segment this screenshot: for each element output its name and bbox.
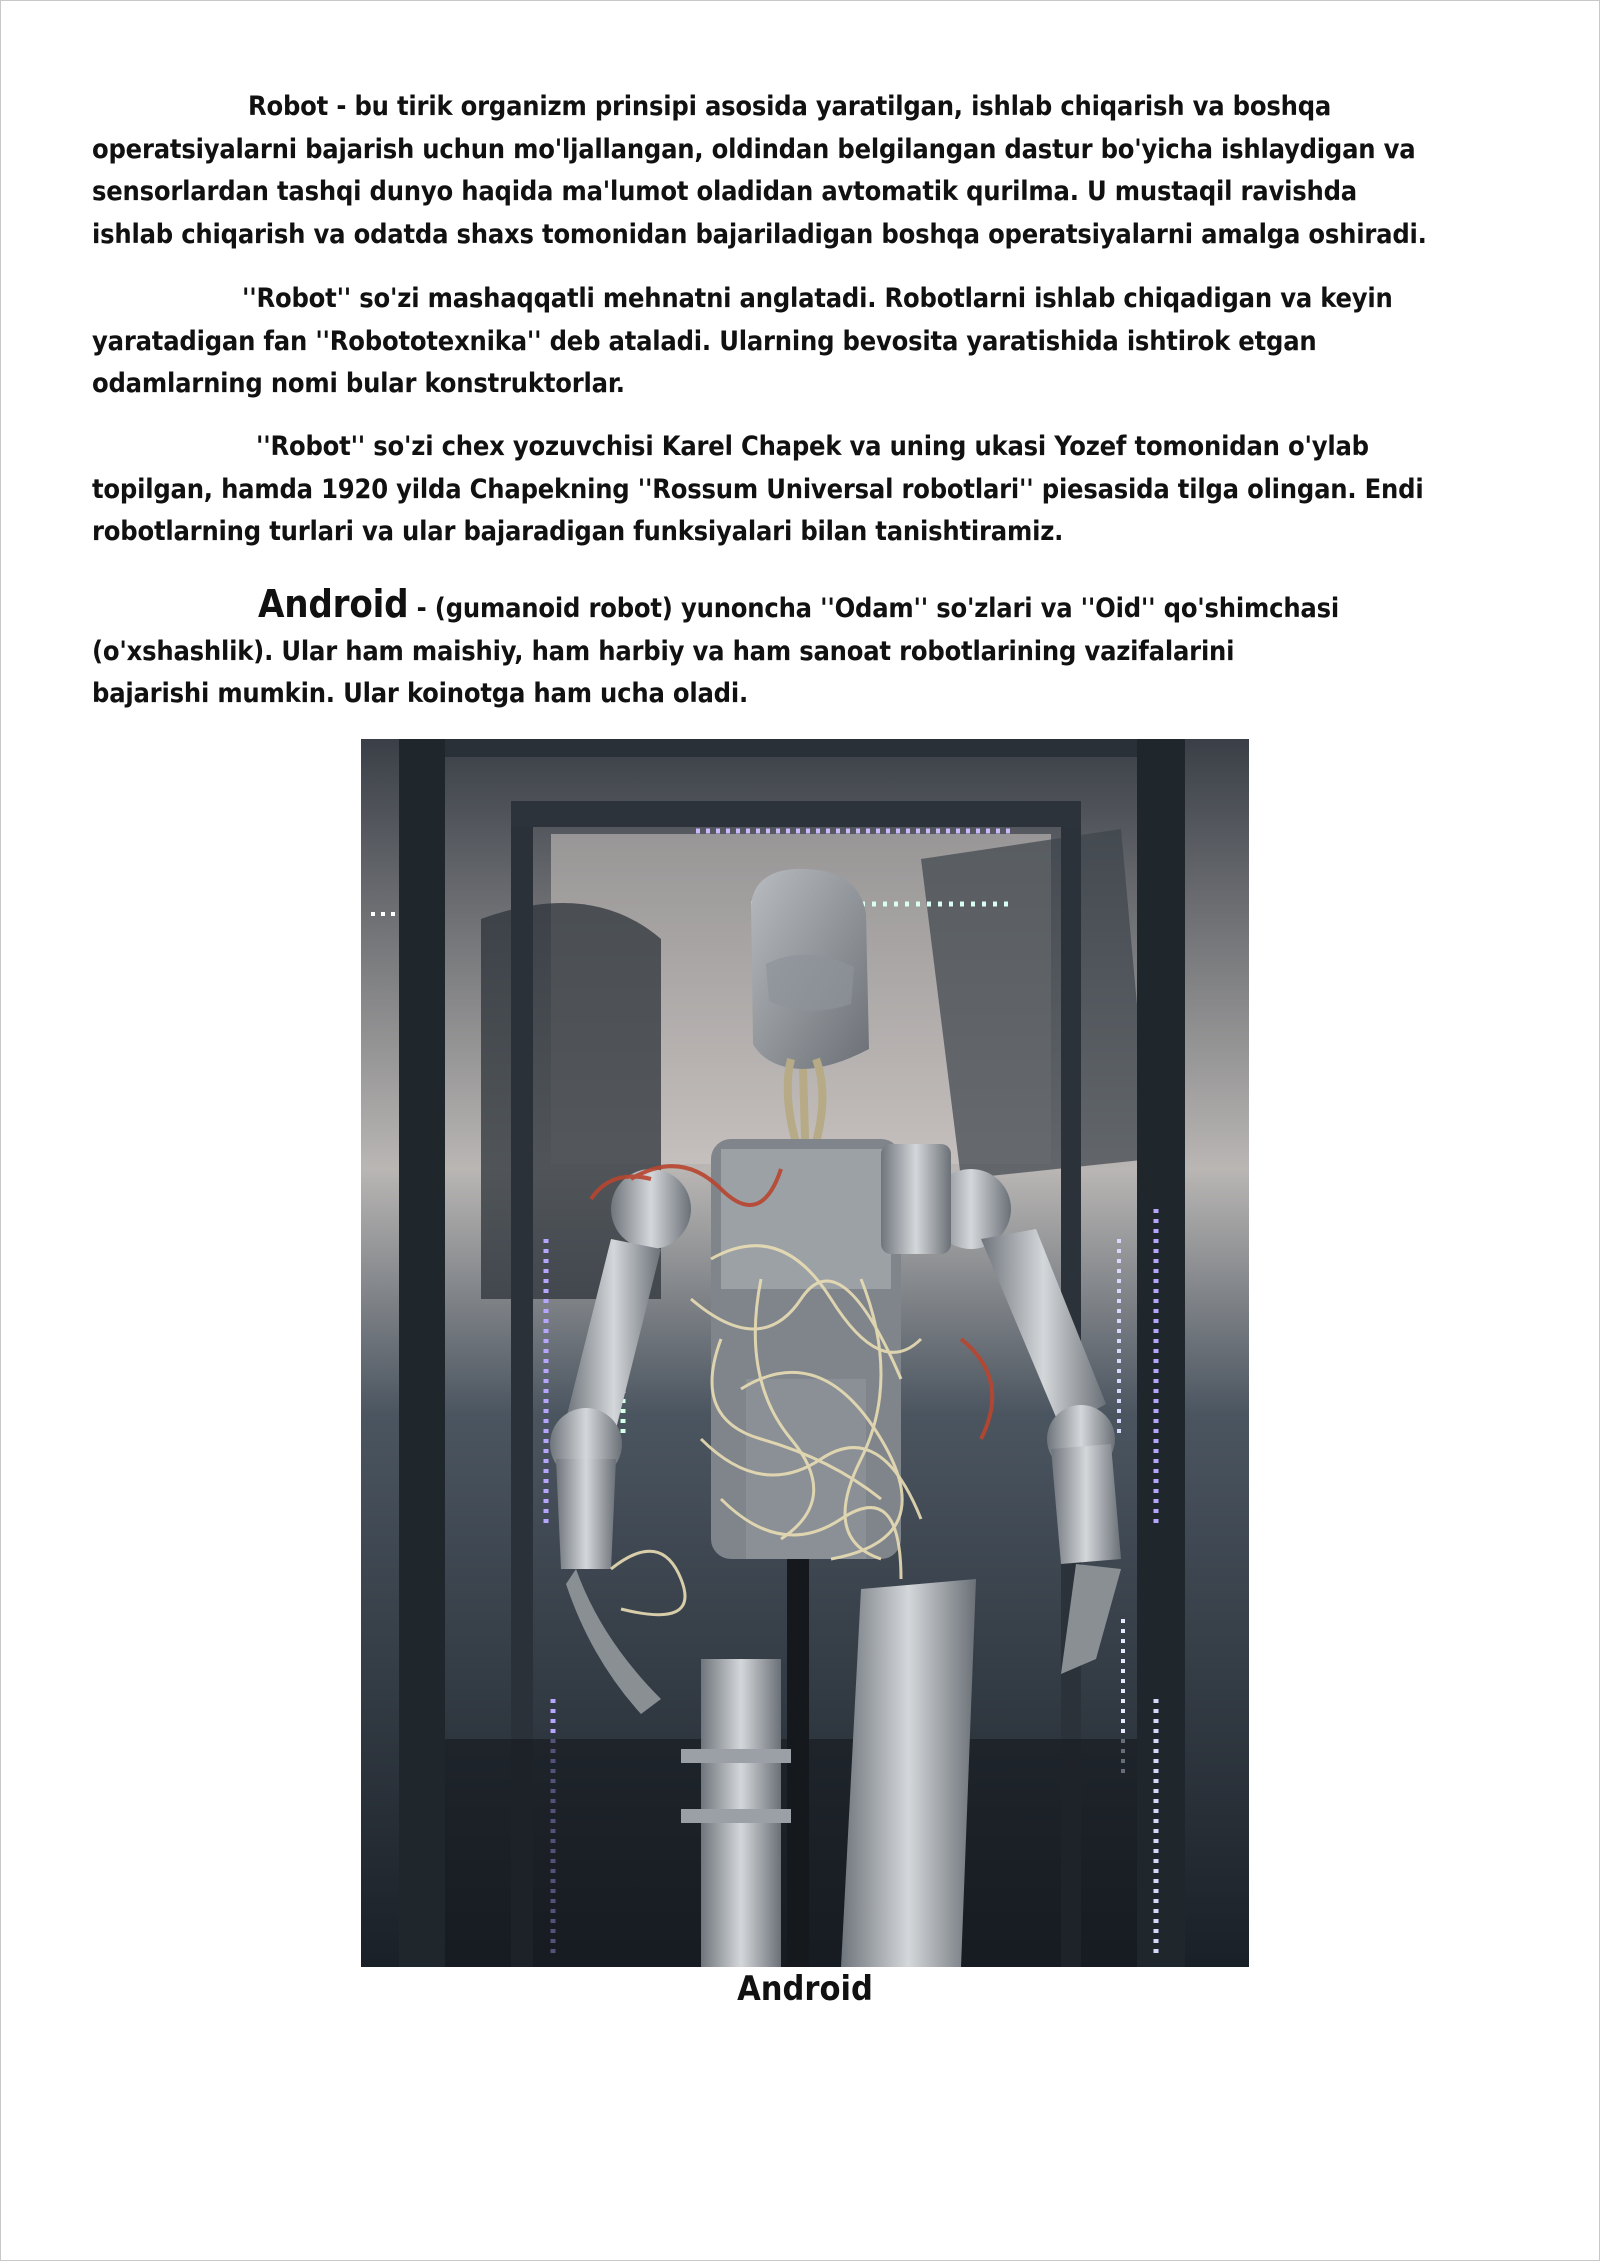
figure-caption: Android	[737, 1969, 873, 2009]
text-line: sensorlardan tashqi dunyo haqida ma'lumot oladidan avtomatik qurilma. U mustaqil ravishda	[92, 176, 1357, 207]
text-line: robotlarning turlari va ular bajaradigan funksiyalari bilan tanishtiramiz.	[92, 516, 1064, 547]
text-line: topilgan, hamda 1920 yilda Chapekning ''Rossum Universal robotlari'' piesasida tilga olingan. Endi	[92, 473, 1424, 505]
text-line: ishlab chiqarish va odatda shaxs tomonidan bajariladigan boshqa operatsiyalarni amalga oshiradi.	[92, 218, 1427, 250]
paragraph-android	[92, 583, 1522, 716]
text-line: Robot - bu tirik organizm prinsipi asosida yaratilgan, ishlab chiqarish va boshqa	[248, 91, 1332, 122]
text-line: ''Robot'' so'zi mashaqqatli mehnatni anglatadi. Robotlarni ishlab chiqadigan va keyin	[242, 283, 1393, 314]
text-line: ''Robot'' so'zi chex yozuvchisi Karel Chapek va uning ukasi Yozef tomonidan o'ylab	[256, 431, 1369, 462]
text-line: yaratadigan fan ''Robototexnika'' deb ataladi. Ularning bevosita yaratishida ishtirok etgan	[92, 325, 1317, 357]
text-line: bajarishi mumkin. Ular koinotga ham ucha oladi.	[92, 678, 749, 709]
android-definition: - (gumanoid robot) yunoncha ''Odam'' so'zlari va ''Oid'' qo'shimchasi	[408, 593, 1340, 624]
text-line: odamlarning nomi bular konstruktorlar.	[92, 368, 625, 399]
text-line	[92, 583, 1522, 631]
text-line: (o'xshashlik). Ular ham maishiy, ham harbiy va ham sanoat robotlarining vazifalarini	[92, 635, 1235, 667]
text-line: operatsiyalarni bajarish uchun mo'ljallangan, oldindan belgilangan dastur bo'yicha ishlaydigan va	[92, 133, 1416, 165]
android-robot-photo	[361, 739, 1249, 1967]
android-term: Android	[258, 582, 409, 626]
paragraph-robot-definition	[92, 86, 1522, 256]
paragraph-robot-word-meaning	[92, 278, 1522, 406]
paragraph-robot-word-origin	[92, 426, 1522, 554]
